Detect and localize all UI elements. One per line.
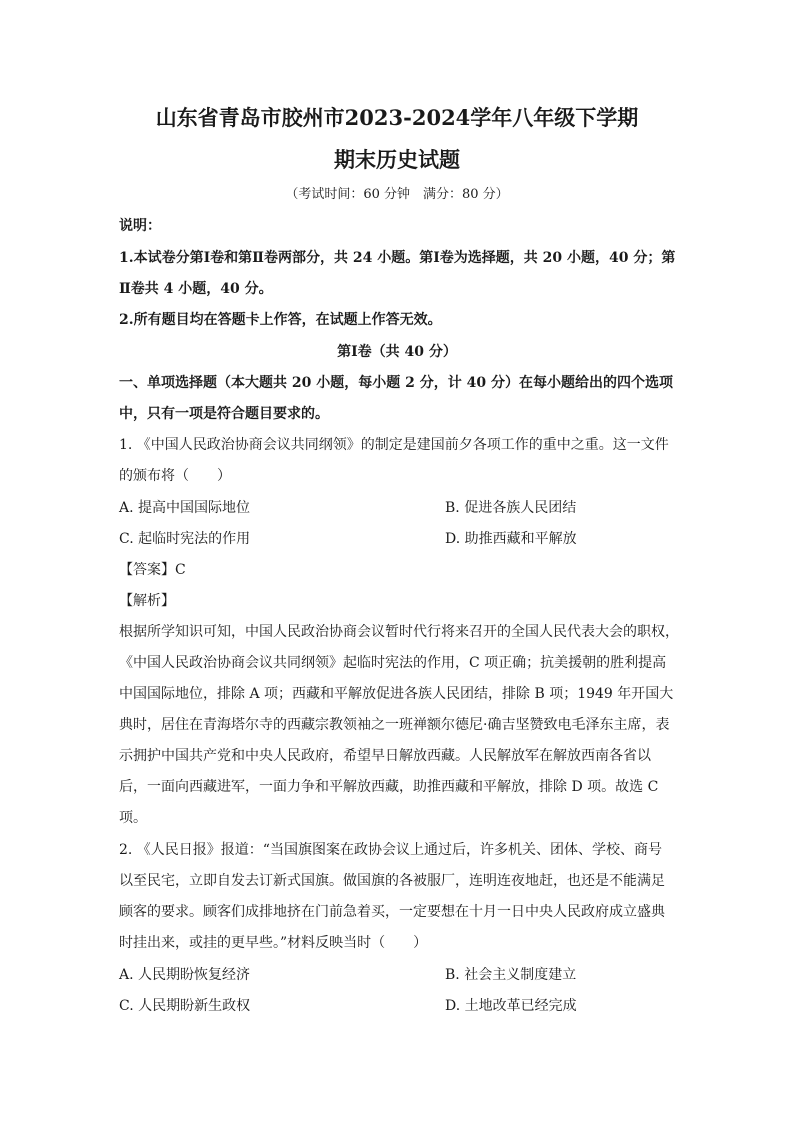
part-heading-line2: 中，只有一项是符合题目要求的。 bbox=[119, 406, 329, 422]
q2-stem-line: 时挂出来，或挂的更早些。”材料反映当时（ ） bbox=[119, 935, 428, 951]
q2-stem-line: 以至民宅，立即自发去订新式国旗。做国旗的各被服厂，连明连夜地赶，也还是不能满足 bbox=[119, 873, 665, 889]
q1-analysis-label: 【解析】 bbox=[119, 593, 175, 609]
q2-option-b: B. 社会主义制度建立 bbox=[445, 967, 577, 983]
q1-analysis-line: 《中国人民政治协商会议共同纲领》起临时宪法的作用，C 项正确；抗美援朝的胜利提高 bbox=[119, 655, 667, 671]
q1-analysis-line: 项。 bbox=[119, 810, 147, 826]
exam-title-line2: 期末历史试题 bbox=[334, 147, 460, 172]
exam-title-line1: 山东省青岛市胶州市2023-2024学年八年级下学期 bbox=[155, 105, 639, 130]
section-heading: 第Ⅰ卷（共 40 分） bbox=[337, 344, 457, 360]
q1-analysis-line: 典时，居住在青海塔尔寺的西藏宗教领袖之一班禅额尔德尼·确吉坚赞致电毛泽东主席，表 bbox=[119, 717, 670, 733]
q1-analysis-line: 示拥护中国共产党和中央人民政府，希望早日解放西藏。人民解放军在解放西南各省以 bbox=[119, 748, 651, 764]
q2-stem-line: 2. 《人民日报》报道：“当国旗图案在政协会议上通过后，许多机关、团体、学校、商号 bbox=[119, 842, 662, 858]
instructions-label: 说明： bbox=[119, 218, 161, 234]
q2-option-d: D. 土地改革已经完成 bbox=[445, 998, 577, 1014]
q2-stem-line: 顾客的要求。顾客们成排地挤在门前急着买，一定要想在十月一日中央人民政府成立盛典 bbox=[119, 904, 665, 920]
exam-info: （考试时间：60 分钟 满分：80 分） bbox=[285, 187, 509, 202]
instruction-item-1-line2: Ⅱ卷共 4 小题，40 分。 bbox=[119, 281, 273, 297]
q1-option-c: C. 起临时宪法的作用 bbox=[119, 531, 251, 547]
q1-answer: 【答案】C bbox=[119, 562, 186, 578]
instruction-item-1-line1: 1.本试卷分第Ⅰ卷和第Ⅱ卷两部分，共 24 小题。第Ⅰ卷为选择题，共 20 小题，40 分；第 bbox=[119, 250, 676, 266]
q1-stem-line1: 1. 《中国人民政治协商会议共同纲领》的制定是建国前夕各项工作的重中之重。这一文件 bbox=[119, 437, 669, 453]
q1-stem-line2: 的颁布将（ ） bbox=[119, 468, 231, 484]
part-heading-line1: 一、单项选择题（本大题共 20 小题，每小题 2 分，计 40 分）在每小题给出的四个选项 bbox=[119, 375, 673, 391]
q1-option-b: B. 促进各族人民团结 bbox=[445, 500, 577, 516]
q1-analysis-line: 中国国际地位，排除 A 项；西藏和平解放促进各族人民团结，排除 B 项；1949 年开国大 bbox=[119, 686, 674, 702]
instruction-item-2: 2.所有题目均在答题卡上作答，在试题上作答无效。 bbox=[119, 312, 442, 328]
q1-option-a: A. 提高中国国际地位 bbox=[119, 500, 251, 516]
q2-option-a: A. 人民期盼恢复经济 bbox=[119, 967, 251, 983]
q1-analysis-line: 后，一面向西藏进军，一面力争和平解放西藏，助推西藏和平解放，排除 D 项。故选 C bbox=[119, 779, 659, 795]
q1-analysis-line: 根据所学知识可知，中国人民政治协商会议暂时代行将来召开的全国人民代表大会的职权， bbox=[119, 624, 679, 640]
q2-option-c: C. 人民期盼新生政权 bbox=[119, 998, 251, 1014]
q1-option-d: D. 助推西藏和平解放 bbox=[445, 531, 577, 547]
